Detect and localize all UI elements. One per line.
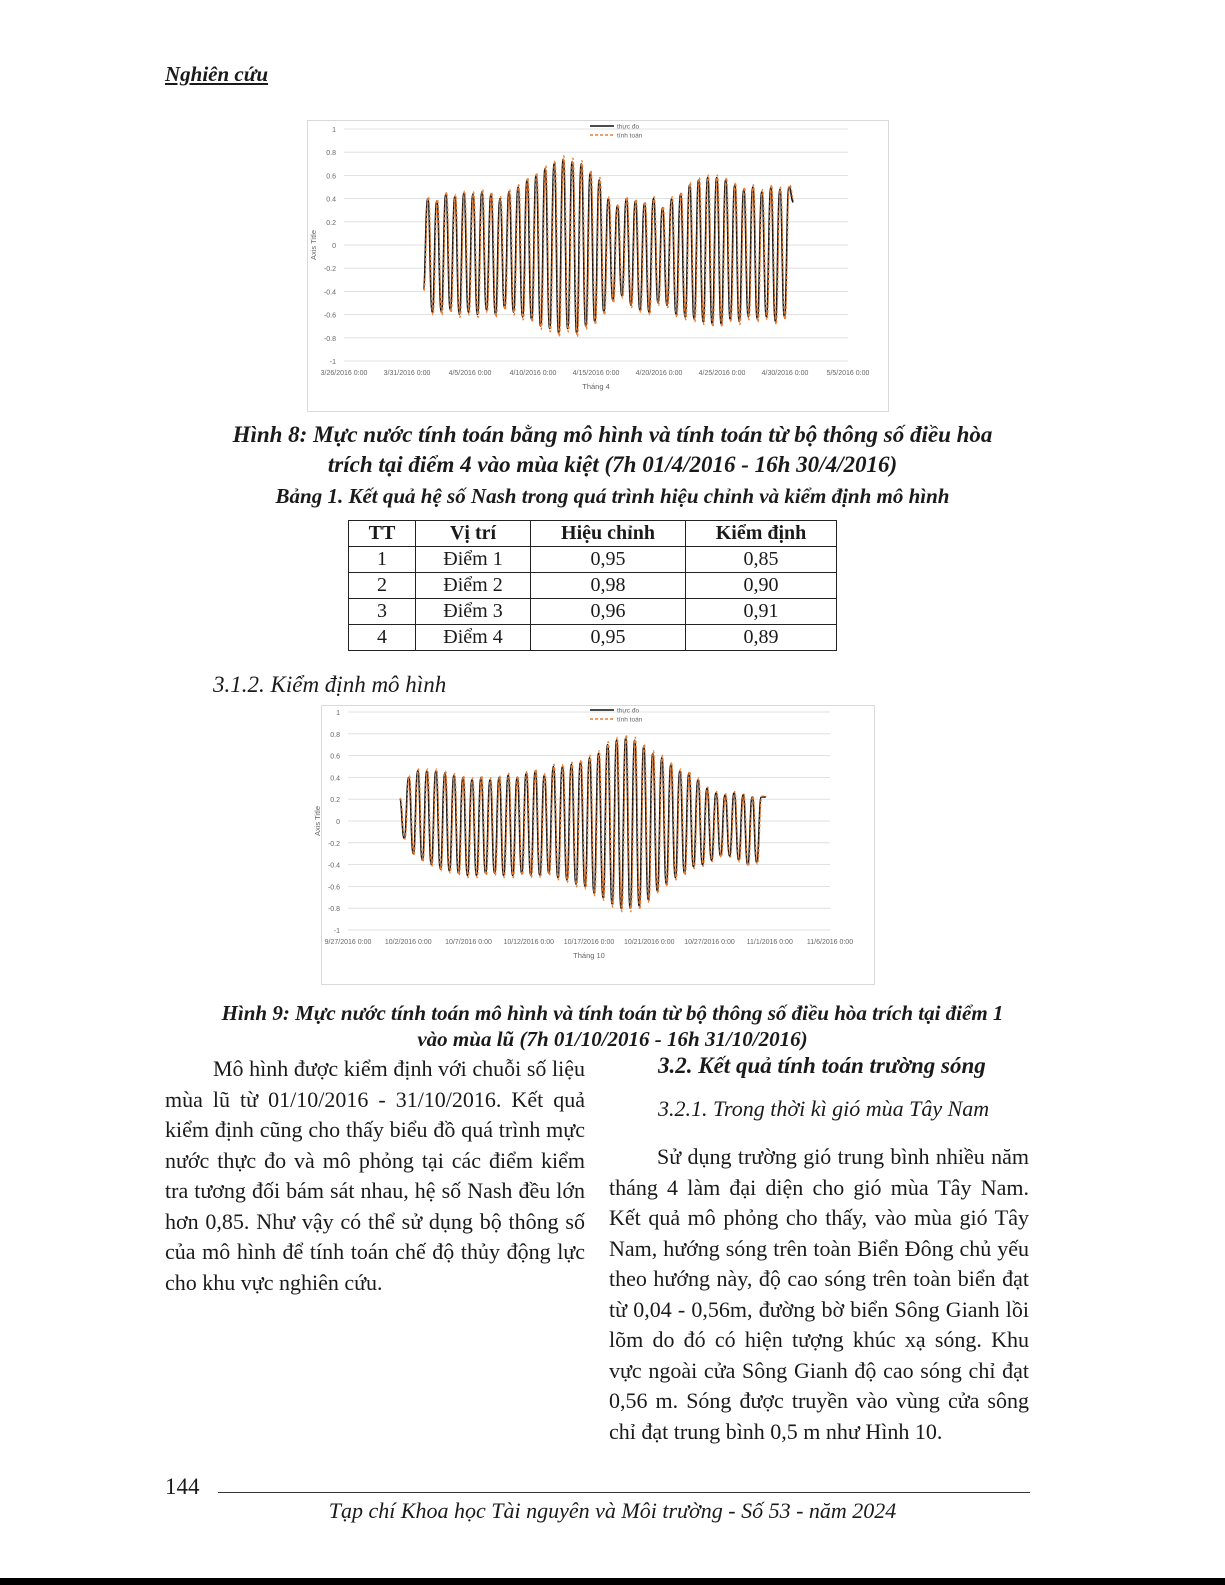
page-bottom-bar (0, 1578, 1225, 1585)
table-header-row (349, 521, 837, 547)
y-tick-label: -0.6 (323, 312, 336, 320)
x-axis-label: Tháng 4 (582, 382, 610, 391)
y-tick-label: -0.4 (327, 862, 340, 870)
table-header-validation: Kiểm định (686, 521, 837, 547)
y-tick-label: 0.4 (330, 775, 340, 783)
x-tick-label: 5/5/2016 0:00 (826, 370, 870, 377)
x-tick-label: 10/17/2016 0:00 (563, 939, 615, 946)
journal-footer: Tạp chí Khoa học Tài nguyên và Môi trường - Số 53 - năm 2024 (328, 1498, 897, 1523)
y-tick-label: -0.8 (323, 335, 336, 343)
legend-label: thực đo (617, 123, 640, 131)
table-cell: 0,95 (531, 547, 686, 573)
figure-8-chart (307, 120, 889, 412)
y-tick-label: -0.2 (327, 840, 340, 848)
y-tick-label: -0.4 (323, 289, 336, 297)
y-tick-label: -0.8 (327, 906, 340, 914)
wave-field-paragraph: Sử dụng trường gió trung bình nhiều năm tháng 4 làm đại diện cho gió mùa Tây Nam. Kết quả mô phỏng cho thấy, vào mùa gió Tây Nam, hướng sóng trên toàn Biển Đông chủ yếu theo hướng này, độ cao sóng trên toàn biển đạt từ 0,04 - 0,56m, đường bờ biển Sông Gianh lồi lõm do đó có hiện tượng khúc xạ sóng. Khu vực ngoài cửa Sông Gianh độ cao sóng chỉ đạt 0,56 m. Sóng được truyền vào vùng cửa sông chỉ đạt trung bình 0,5 m như Hình 10. (609, 1144, 1029, 1444)
figure-8-caption-line1: Hình 8: Mực nước tính toán bằng mô hình và tính toán từ bộ thông số điều hòa (232, 422, 993, 447)
table-cell: 2 (349, 573, 416, 599)
table-cell: Điểm 4 (416, 625, 531, 651)
x-tick-label: 3/31/2016 0:00 (383, 370, 431, 377)
nash-table (348, 520, 837, 651)
table-row (349, 573, 837, 599)
section-label: Nghiên cứu (165, 62, 269, 86)
right-column (609, 1142, 1029, 1447)
x-tick-label: 9/27/2016 0:00 (324, 939, 372, 946)
y-axis-label: Axis Title (309, 229, 318, 261)
x-tick-label: 3/26/2016 0:00 (320, 370, 368, 377)
table-cell: 4 (349, 625, 416, 651)
y-tick-label: 0 (332, 243, 336, 250)
table-header-location: Vị trí (416, 521, 531, 547)
table-cell: 0,90 (686, 573, 837, 599)
subsection-3-1-2-title: 3.1.2. Kiểm định mô hình (213, 672, 447, 697)
x-tick-label: 4/10/2016 0:00 (509, 370, 557, 377)
y-tick-label: 0.2 (330, 797, 340, 805)
y-tick-label: -1 (333, 928, 340, 935)
footer-rule (218, 1492, 1030, 1493)
x-tick-label: 10/12/2016 0:00 (503, 939, 555, 946)
figure-8-caption-line2: trích tại điểm 4 vào mùa kiệt (7h 01/4/2016 - 16h 30/4/2016) (327, 452, 898, 477)
table-1-caption: Bảng 1. Kết quả hệ số Nash trong quá trình hiệu chỉnh và kiểm định mô hình (275, 484, 950, 508)
y-tick-label: 0 (336, 819, 340, 826)
x-tick-label: 10/2/2016 0:00 (384, 939, 432, 946)
y-tick-label: 0.2 (326, 219, 336, 227)
table-cell: 0,98 (531, 573, 686, 599)
table-cell: Điểm 1 (416, 547, 531, 573)
figure-9-caption-line1: Hình 9: Mực nước tính toán mô hình và tính toán từ bộ thông số điều hòa trích tại điểm 1 (221, 1001, 1004, 1025)
validation-paragraph: Mô hình được kiểm định với chuỗi số liệu mùa lũ từ 01/10/2016 - 31/10/2016. Kết quả kiểm định cũng cho thấy biểu đồ quá trình mực nước thực đo và mô phỏng tại các điểm kiểm tra tương đối bám sát nhau, hệ số Nash đều lớn hơn 0,85. Như vậy có thể sử dụng bộ thông số của mô hình để tính toán chế độ thủy động lực cho khu vực nghiên cứu. (165, 1056, 585, 1295)
table-cell: 3 (349, 599, 416, 625)
y-tick-label: 0.4 (326, 196, 336, 204)
y-tick-label: 0.6 (326, 173, 336, 181)
subsection-3-2-1-title: 3.2.1. Trong thời kì gió mùa Tây Nam (658, 1096, 990, 1121)
table-cell: 1 (349, 547, 416, 573)
table-header-tt: TT (349, 521, 416, 547)
x-tick-label: 4/5/2016 0:00 (448, 370, 492, 377)
table-cell: 0,89 (686, 625, 837, 651)
figure-9-chart (313, 705, 875, 985)
table-header-calibration: Hiệu chỉnh (531, 521, 686, 547)
legend-label: thực đo (617, 707, 640, 715)
section-3-2-title: 3.2. Kết quả tính toán trường sóng (658, 1053, 986, 1078)
table-cell: 0,91 (686, 599, 837, 625)
table-cell: 0,95 (531, 625, 686, 651)
x-tick-label: 4/20/2016 0:00 (635, 370, 683, 377)
legend-label: tính toán (617, 716, 643, 724)
x-tick-label: 10/27/2016 0:00 (684, 939, 735, 946)
y-tick-label: -1 (329, 359, 336, 366)
x-axis-label: Tháng 10 (573, 951, 605, 960)
y-tick-label: 0.8 (326, 150, 336, 158)
x-tick-label: 11/6/2016 0:00 (806, 939, 854, 946)
table-row (349, 625, 837, 651)
y-axis-label: Axis Title (313, 805, 322, 837)
x-tick-label: 4/25/2016 0:00 (698, 370, 746, 377)
y-tick-label: 0.6 (330, 753, 340, 761)
series-line-computed (400, 735, 766, 912)
table-cell: Điểm 2 (416, 573, 531, 599)
y-tick-label: -0.2 (323, 266, 336, 274)
page-number: 144 (165, 1474, 200, 1499)
table-cell: Điểm 3 (416, 599, 531, 625)
figure-8-svg (308, 121, 888, 411)
table-row (349, 599, 837, 625)
figure-9-svg (313, 706, 874, 984)
y-tick-label: 1 (332, 127, 336, 134)
x-tick-label: 10/21/2016 0:00 (623, 939, 675, 946)
table-cell: 0,96 (531, 599, 686, 625)
table-row (349, 547, 837, 573)
legend-label: tính toán (617, 132, 643, 140)
x-tick-label: 10/7/2016 0:00 (445, 939, 492, 946)
table-cell: 0,85 (686, 547, 837, 573)
x-tick-label: 4/15/2016 0:00 (572, 370, 620, 377)
y-tick-label: 0.8 (330, 731, 340, 739)
y-tick-label: 1 (336, 710, 340, 717)
left-column (165, 1054, 585, 1298)
figure-9-caption-line2: vào mùa lũ (7h 01/10/2016 - 16h 31/10/2016) (417, 1027, 808, 1051)
x-tick-label: 4/30/2016 0:00 (761, 370, 809, 377)
x-tick-label: 11/1/2016 0:00 (746, 939, 793, 946)
y-tick-label: -0.6 (327, 884, 340, 892)
